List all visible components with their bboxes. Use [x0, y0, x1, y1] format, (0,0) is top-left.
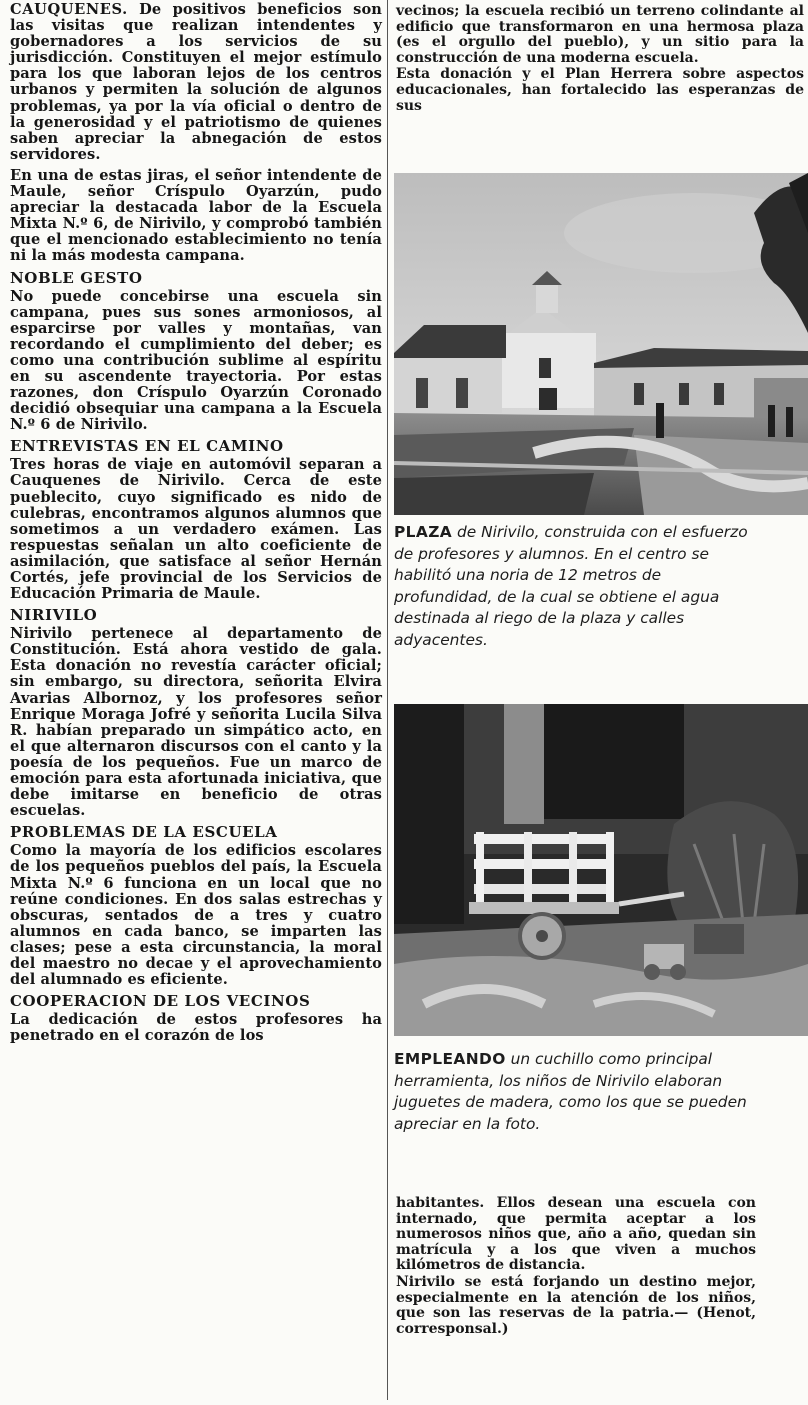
toys-photo [394, 704, 808, 1036]
plaza-caption [394, 522, 754, 652]
dateline: CAUQUENES. [10, 1, 128, 18]
plaza-photo [394, 173, 808, 515]
toys-caption-text: un cuchillo como principal herramienta, los niños de Nirivilo elaboran juguetes de madera, como los que se pueden apreciar en la foto. [394, 1050, 747, 1133]
right-bottom-paragraph-2: Nirivilo se está forjando un destino mejor, especialmente en la atención de los niños, que son las reservas de la patria.— (Henot, corresponsal.) [396, 1273, 756, 1337]
intro-paragraph [10, 2, 382, 163]
plaza-photo-image [394, 173, 808, 515]
problemas-paragraph: Como la mayoría de los edificios escolares de los pequeños pueblos del país, la Escuela Mixta N.º 6 funciona en un local que no reúne condiciones. En dos salas estrechas y obscuras, sentados de a tres y cuatro alumnos en cada banco, se imparten las clases; pese a esta circunstancia, la moral del maestro no decae y el aprovechamiento del alumnado es eficiente. [10, 842, 382, 989]
toys-caption [394, 1049, 754, 1135]
cooperacion-paragraph: La dedicación de estos profesores ha penetrado en el corazón de los [10, 1011, 382, 1045]
right-bottom-paragraph-1: habitantes. Ellos desean una escuela con internado, que permita aceptar a los numerosos niños que, año a año, quedan sin matrícula y a los que viven a muchos kilómetros de distancia. [396, 1195, 756, 1274]
heading-noble-gesto: NOBLE GESTO [10, 268, 143, 287]
heading-problemas: PROBLEMAS DE LA ESCUELA [10, 823, 278, 842]
visit-paragraph: En una de estas jiras, el señor intendente de Maule, señor Críspulo Oyarzún, pudo apreciar la destacada labor de la Escuela Mixta N.º 6, de Nirivilo, y comprobó también que el mencionado establecimiento no tenía ni la más modesta campana. [10, 166, 382, 265]
right-top-text [396, 4, 804, 115]
toys-caption-lead: EMPLEANDO [394, 1050, 506, 1068]
noble-gesto-paragraph: No puede concebirse una escuela sin campana, pues sus sones armoniosos, al esparcirse por valles y montañas, van recordando el cumplimiento del deber; es como una contribución sublime al espíritu en su ascendente trayectoria. Por estas razones, don Críspulo Oyarzún Coronado decidió obsequiar una campana a la Escuela N.º 6 de Nirivilo. [10, 287, 382, 434]
plaza-caption-text: de Nirivilo, construida con el esfuerzo de profesores y alumnos. En el centro se habilitó una noria de 12 metros de profundidad, de la cual se obtiene el agua destinada al riego de la plaza y calles adyacentes. [394, 523, 748, 649]
heading-entrevistas: ENTREVISTAS EN EL CAMINO [10, 437, 284, 456]
right-top-paragraph-1: vecinos; la escuela recibió un terreno colindante al edificio que transformaron en una hermosa plaza (es el orgullo del pueblo), y un sitio para la construcción de una moderna escuela. [396, 3, 804, 66]
entrevistas-paragraph: Tres horas de viaje en automóvil separan a Cauquenes de Nirivilo. Cerca de este pueblecito, cuyo significado es nido de culebras, encontramos algunos alumnos que sometimos a un verdadero exámen. Las respuestas señalan un alto coeficiente de asimilación, que satisface al señor Hernán Cortés, jefe provincial de los Servicios de Educación Primaria de Maule. [10, 456, 382, 603]
right-top-paragraph-2: Esta donación y el Plan Herrera sobre aspectos educacionales, han fortalecido las esperanzas de sus [396, 66, 804, 114]
heading-cooperacion: COOPERACION DE LOS VECINOS [10, 992, 311, 1011]
plaza-caption-lead: PLAZA [394, 523, 453, 541]
intro-text: De positivos beneficios son las visitas que realizan intendentes y gobernadores a los servicios de su jurisdicción. Constituyen el mejor estímulo para los que laboran lejos de los centros urbanos y permiten la solución de algunos problemas, ya por la vía oficial o dentro de la generosidad y el patriotismo de quienes saben apreciar la abnegación de estos servidores. [10, 1, 382, 163]
nirivilo-paragraph: Nirivilo pertenece al departamento de Constitución. Está ahora vestido de gala. Esta donación no revestía carácter oficial; sin embargo, su directora, señorita Elvira Avarias Albornoz, y los profesores señor Enrique Moraga Jofré y señorita Lucila Silva R. habían preparado un simpático acto, en el que alternaron discursos con el canto y la poesía de los pequeños. Fue un marco de emoción para esta afortunada iniciativa, que debe imitarse en beneficio de otras escuelas. [10, 625, 382, 820]
heading-nirivilo: NIRIVILO [10, 606, 98, 625]
left-column [10, 2, 382, 1049]
toys-photo-image [394, 704, 808, 1036]
right-bottom-text [396, 1196, 756, 1338]
column-rule [387, 0, 388, 1400]
